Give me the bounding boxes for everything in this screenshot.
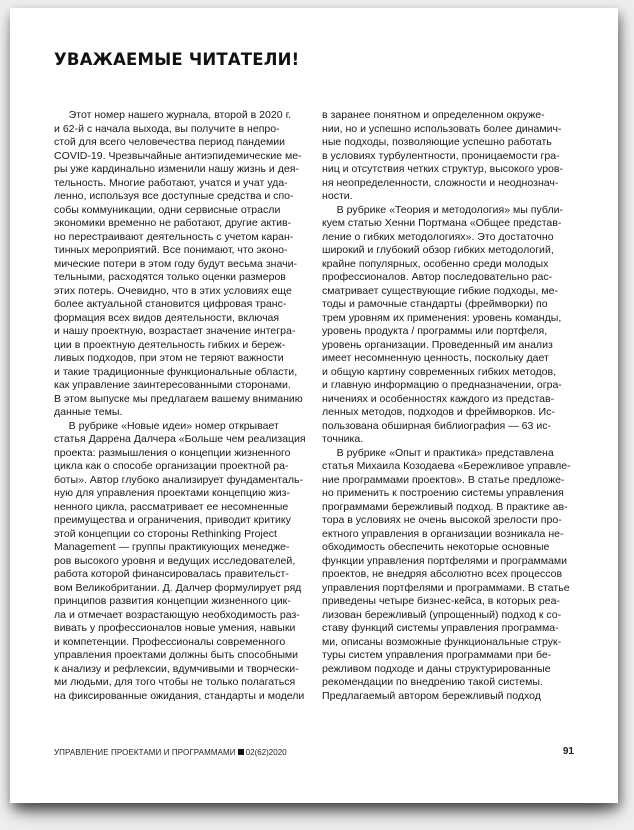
text-line: ленных методов, подходов и фреймворков. Ис-	[322, 406, 555, 418]
text-line: уровень продукта / программы или портфеля,	[322, 325, 548, 337]
text-line: В этом выпуске мы предлагаем вашему вниманию	[54, 392, 303, 405]
text-line: тинных мероприятий. Все понимают, что эконо-	[54, 244, 288, 256]
text-line: статья Даррена Далчера «Больше чем реализация	[54, 433, 306, 445]
text-line: цикла как о способе организации проектной ра-	[54, 460, 289, 472]
journal-page	[10, 8, 618, 803]
text-line: широкий и глубокий обзор гибких методологий,	[322, 244, 554, 256]
text-line: боты». Автор глубоко анализирует фундаменталь-	[54, 473, 304, 486]
text-line: данные темы.	[54, 406, 123, 418]
issue-number: 02(62)2020	[245, 748, 287, 757]
text-line: Management — группы практикующих менедже-	[54, 541, 290, 553]
text-line: статья Михаила Козодаева «Бережливое управле-	[322, 460, 571, 472]
text-line: и общую картину современных гибких методов,	[322, 365, 557, 378]
text-line: рекомендации по внедрению такой системы.	[322, 676, 543, 688]
text-line: куем статью Хенни Портмана «Общее представ-	[322, 217, 562, 229]
text-line: к анализу и рефлексии, вдумчивыми и творчески-	[54, 662, 299, 675]
text-line: ленно, используя все доступные средства и спо-	[54, 190, 294, 202]
text-line: ставу функций системы управления программа-	[322, 622, 559, 634]
text-line: тоды и рамочные стандарты (фреймворки) по	[322, 298, 548, 310]
journal-name: УПРАВЛЕНИЕ ПРОЕКТАМИ И ПРОГРАММАМИ	[54, 748, 236, 757]
text-line: уровень организации. Проведенный им анализ	[322, 338, 553, 351]
text-line: ливых подходов, при этом не теряют важности	[54, 352, 284, 364]
text-line: ектного управления в организации возникала не-	[322, 527, 564, 540]
text-line: функции управления портфелями и программами	[322, 554, 568, 567]
text-line: собы коммуникации, одни сервисные отрасли	[54, 203, 281, 216]
text-line: вивать у профессионалов новые умения, навыки	[54, 622, 296, 634]
text-line: В рубрике «Опыт и практика» представлена	[322, 446, 554, 459]
text-line: ров высокого уровня и ведущих исследователей,	[54, 554, 296, 567]
text-line: ми, описаны возможные функциональные струк-	[322, 635, 562, 648]
text-line: ничениях и особенностях каждого из представ-	[322, 392, 555, 405]
text-line: экономики временно не работают, другие актив-	[54, 217, 292, 229]
text-line: обходимость обеспечить некоторые основные	[322, 541, 550, 553]
text-line: ные подходы, позволяющие успешно работать	[322, 136, 552, 148]
text-line: проекта: размышления о концепции жизненного	[54, 446, 291, 459]
text-line: на фиксированные ожидания, стандарты и модели	[54, 689, 305, 702]
text-line: но применить к построению системы управления	[322, 487, 564, 499]
text-line: ры уже кардинально изменили нашу жизнь и дея-	[54, 163, 299, 175]
text-line: Этот номер нашего журнала, второй в 2020 г.	[54, 109, 292, 121]
text-line: режливом подходе и даны структурированные	[322, 662, 551, 675]
text-line: ниц и отсутствия четких структур, высокого уров-	[322, 163, 564, 175]
text-line: туры систем управления программами при бе-	[322, 649, 552, 661]
text-line: ление о гибких методологиях». Это достаточно	[322, 230, 554, 243]
text-line: тора в условиях не очень высокой зрелости про-	[322, 514, 562, 526]
text-line: этих потерь. Очевидно, что в этих условиях еще	[54, 284, 292, 297]
separator-square-icon	[238, 749, 244, 755]
text-line: и компетенции. Профессионалы современного	[54, 635, 286, 648]
text-line: крайне популярных, особенно среди молодых	[322, 257, 549, 270]
text-line: и такие традиционные функциональные области,	[54, 365, 298, 378]
page-number: 91	[562, 746, 574, 757]
text-line: но перестраивают деятельность с учетом каран-	[54, 230, 294, 243]
text-line: как управление заинтересованными сторонами.	[54, 379, 291, 391]
text-line: В рубрике «Новые идеи» номер открывает	[54, 419, 279, 432]
text-line: мические потери в этом году будут весьма значи-	[54, 257, 298, 270]
text-line: Предлагаемый автором бережливый подход	[322, 689, 541, 702]
text-line: этой концепции со стороны Rethinking Project	[54, 527, 277, 540]
text-line: пользована обширная библиография — 63 ис-	[322, 419, 552, 432]
page-title: УВАЖАЕМЫЕ ЧИТАТЕЛИ!	[54, 50, 300, 69]
text-line: в заранее понятном и определенном окруже-	[322, 109, 545, 121]
text-line: профессионалов. Автор последовательно рас-	[322, 271, 553, 283]
text-line: COVID-19. Чрезвычайные антиэпидемические ме-	[54, 149, 302, 162]
text-line: ние программами проектов». В статье предложе-	[322, 473, 565, 486]
text-line: тельность. Многие работают, учатся и учат уда-	[54, 176, 288, 189]
text-line: проектов, не внедряя абсолютно всех процессов	[322, 568, 563, 580]
text-line: и 62-й с начала выхода, вы получите в непро-	[54, 122, 280, 135]
text-line: лизован бережливый (упрощенный) подход к со-	[322, 608, 562, 621]
text-line: В рубрике «Теория и методология» мы публи-	[322, 203, 564, 216]
text-line: принципов развития концепции жизненного цик-	[54, 595, 291, 607]
text-line: ности.	[322, 190, 353, 202]
text-column-right	[322, 109, 584, 703]
text-line: вом Великобритании. Д. Далчер формулирует ряд	[54, 581, 302, 594]
text-line: приведены четыре бизнес-кейса, в которых реа-	[322, 595, 560, 607]
text-line: ня неопределенности, сложности и неоднознач-	[322, 176, 559, 189]
text-line: в условиях турбулентности, проницаемости гра-	[322, 149, 560, 162]
text-line: точника.	[322, 433, 364, 445]
text-line: управления портфелями и программами. В статье	[322, 581, 570, 594]
text-line: ции в проектную деятельность гибких и береж-	[54, 338, 286, 351]
page-footer	[54, 748, 574, 757]
text-line: ми людьми, для того чтобы не только полагаться	[54, 676, 296, 688]
text-line: работа которой финансировалась правительст-	[54, 568, 289, 580]
text-line: преимущества и ограничения, приводит критику	[54, 514, 291, 526]
text-line: формация всех видов деятельности, включая	[54, 311, 280, 324]
text-line: и главную информацию о предназначении, огра-	[322, 379, 562, 391]
text-line: имеет несомненную ценность, поскольку дает	[322, 352, 549, 364]
text-line: и нашу проектную, возрастает значение интегра-	[54, 325, 296, 337]
text-line: управления проектами должны быть способными	[54, 649, 299, 661]
text-line: ную для управления проектами концепцию жиз-	[54, 487, 291, 499]
text-line: ла и отмечает возрастающую необходимость раз-	[54, 608, 300, 621]
text-line: трем уровням их применения: уровень команды,	[322, 311, 562, 324]
text-line: ненного цикла, рассматривает ее несомненные	[54, 500, 289, 513]
text-line: сматривает существующие гибкие подходы, ме-	[322, 284, 558, 297]
text-column-left	[54, 109, 316, 703]
text-line: более актуальной становится цифровая транс-	[54, 298, 287, 310]
text-line: программами бережливый подход. В практике ав-	[322, 500, 568, 513]
text-line: стой для всего человечества период пандемии	[54, 136, 286, 148]
text-line: тельными, расходятся только оценки размеров	[54, 271, 286, 283]
text-line: нии, но и успешно использовать более динамич-	[322, 122, 562, 135]
